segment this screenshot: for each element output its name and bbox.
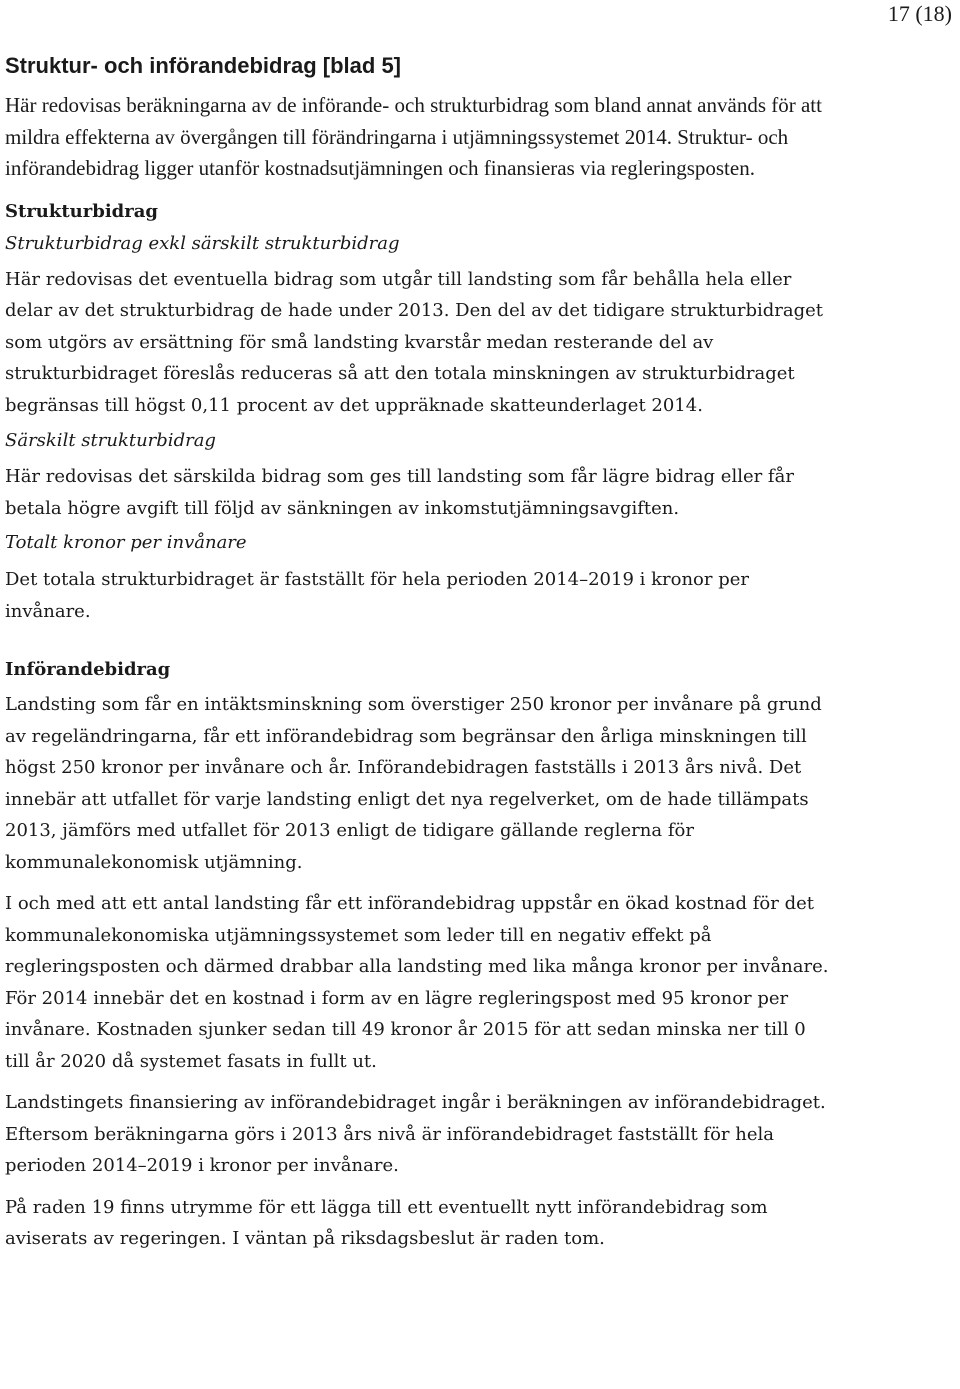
inforandebidrag-paragraph: På raden 19 finns utrymme för ett lägga till ett eventuellt nytt införandebidrag som aviserats av regeringen. I väntan på riksdagsbeslut är raden tom. xyxy=(5,1196,768,1249)
document-body xyxy=(5,52,835,1255)
inforandebidrag-paragraph: I och med att ett antal landsting får ett införandebidrag uppstår en ökad kostnad för det kommunalekonomiska utjämningssystemet som leder till en negativ effekt på regleringsposten och därmed drabbar alla landsting med lika många kronor per invånare. För 2014 innebär det en kostnad i form av en lägre regleringspost med 95 kronor per invånare. Kostnaden sjunker sedan till 49 kronor år 2015 för att sedan minska ner till 0 till år 2020 då systemet fasats in fullt ut. xyxy=(5,893,829,1072)
intro-paragraph: Här redovisas beräkningarna av de införande- och strukturbidrag som bland annat används för att mildra effekterna av övergången till förändringarna i utjämningssystemet 2014. Struktur- och införandebidrag ligger utanför kostnadsutjämningen och finansieras via regleringsposten. xyxy=(5,93,822,180)
sarskilt-strukturbidrag-paragraph: Här redovisas det särskilda bidrag som ges till landsting som får lägre bidrag eller får betala högre avgift till följd av sänkningen av inkomstutjämningsavgiften. xyxy=(5,466,794,519)
totalt-kronor-heading: Totalt kronor per invånare xyxy=(5,532,247,553)
strukturbidrag-heading: Strukturbidrag xyxy=(5,200,158,222)
inforandebidrag-paragraph: Landsting som får en intäktsminskning som överstiger 250 kronor per invånare på grund av regeländringarna, får ett införandebidrag som begränsar den årliga minskningen till högst 250 kronor per invånare och år. Införandebidragen fastställs i 2013 års nivå. Det innebär att utfallet för varje landsting enligt det nya regelverket, om de hade tillämpats 2013, jämförs med utfallet för 2013 enligt de tidigare gällande reglerna för kommunalekonomisk utjämning. xyxy=(5,694,822,873)
inforandebidrag-paragraph: Landstingets finansiering av införandebidraget ingår i beräkningen av införandebidraget. Eftersom beräkningarna görs i 2013 års nivå är införandebidraget fastställt för hela perioden 2014–2019 i kronor per invånare. xyxy=(5,1092,826,1176)
page-title: Struktur- och införandebidrag [blad 5] xyxy=(5,53,402,78)
strukturbidrag-exkl-heading: Strukturbidrag exkl särskilt strukturbidrag xyxy=(5,232,400,254)
totalt-kronor-paragraph: Det totala strukturbidraget är fastställt för hela perioden 2014–2019 i kronor per invånare. xyxy=(5,569,749,622)
sarskilt-strukturbidrag-heading: Särskilt strukturbidrag xyxy=(5,430,216,451)
strukturbidrag-exkl-paragraph: Här redovisas det eventuella bidrag som utgår till landsting som får behålla hela eller delar av det strukturbidrag de hade under 2013. Den del av det tidigare strukturbidraget som utgörs av ersättning för små landsting kvarstår medan resterande del av strukturbidraget föreslås reduceras så att den totala minskningen av strukturbidraget begränsas till högst 0,11 procent av det uppräknade skatteunderlaget 2014. xyxy=(5,268,824,416)
page-number: 17 (18) xyxy=(887,1,952,26)
inforandebidrag-heading: Införandebidrag xyxy=(5,659,171,680)
